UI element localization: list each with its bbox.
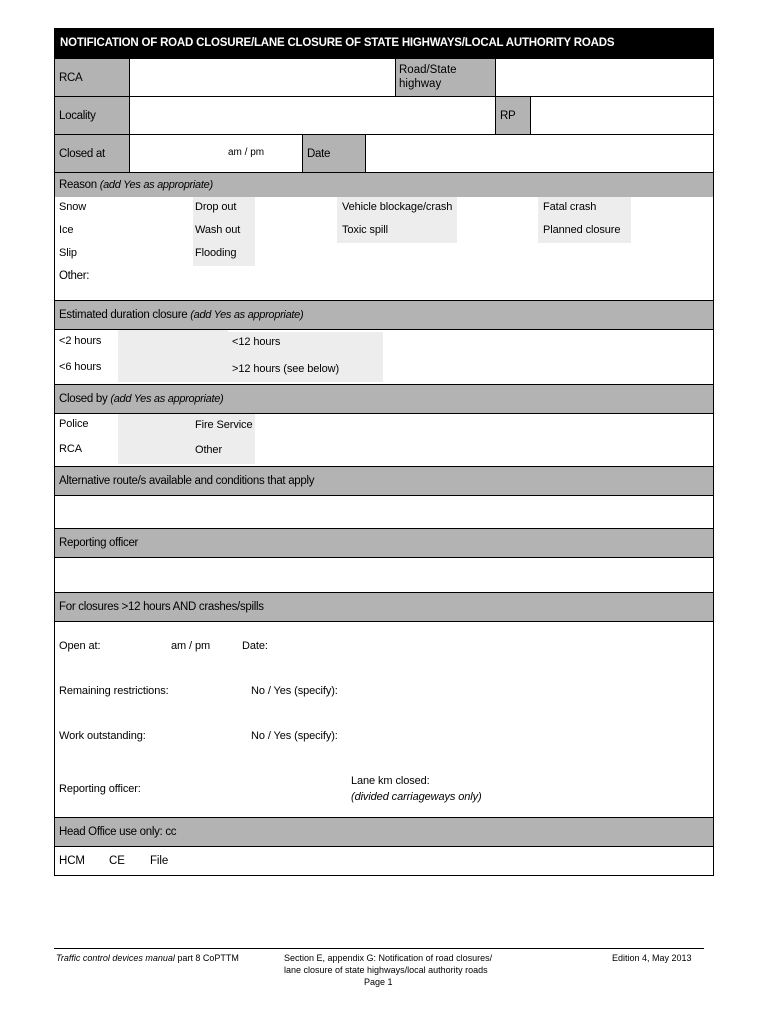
remaining-options: No / Yes (specify):	[251, 685, 338, 697]
closed-at-field[interactable]	[129, 135, 302, 172]
reason-other: Other:	[59, 270, 90, 282]
rp-field[interactable]	[530, 97, 713, 134]
reason-wash-out: Wash out	[195, 224, 241, 236]
page-footer	[54, 948, 704, 987]
open-date-label: Date:	[242, 640, 268, 652]
reason-heading: Reason (add Yes as appropriate)	[55, 172, 713, 197]
footer-manual: Traffic control devices manual part 8 CoPTTM	[56, 953, 239, 963]
alternative-field[interactable]	[55, 495, 713, 528]
date-label: Date	[302, 135, 365, 172]
duration-heading: Estimated duration closure (add Yes as appropriate)	[55, 300, 713, 329]
reporting-heading: Reporting officer	[55, 528, 713, 557]
locality-label: Locality	[55, 97, 129, 134]
duration-lt6: <6 hours	[59, 361, 102, 373]
closed-by-other: Other	[195, 444, 223, 456]
reason-section	[55, 197, 713, 300]
rp-label: RP	[495, 97, 530, 134]
closed-by-shade-1	[118, 414, 193, 464]
duration-section	[55, 329, 713, 384]
open-at-label: Open at:	[59, 640, 101, 652]
ce-label: CE	[109, 855, 125, 867]
reason-fatal: Fatal crash	[543, 201, 597, 213]
date-field[interactable]	[365, 135, 713, 172]
closed-by-section	[55, 413, 713, 466]
duration-gt12: >12 hours (see below)	[232, 363, 340, 375]
closed-by-heading: Closed by (add Yes as appropriate)	[55, 384, 713, 413]
road-state-label: Road/State highway	[395, 59, 495, 96]
work-options: No / Yes (specify):	[251, 730, 338, 742]
hcm-label: HCM	[59, 855, 85, 867]
long-closures-heading: For closures >12 hours AND crashes/spills	[55, 592, 713, 621]
rca-label: RCA	[55, 59, 129, 96]
closed-at-label: Closed at	[55, 135, 129, 172]
closed-by-police: Police	[59, 418, 89, 430]
reason-snow: Snow	[59, 201, 87, 213]
work-label: Work outstanding:	[59, 730, 146, 742]
reason-planned: Planned closure	[543, 224, 621, 236]
closed-at-ampm: am / pm	[228, 147, 265, 158]
footer-edition: Edition 4, May 2013	[612, 953, 692, 963]
alternative-heading: Alternative route/s available and conditions that apply	[55, 466, 713, 495]
head-office-section	[55, 846, 713, 875]
open-at-ampm: am / pm	[171, 640, 211, 652]
reason-toxic: Toxic spill	[342, 224, 388, 236]
duration-lt12: <12 hours	[232, 336, 281, 348]
closed-by-rca: RCA	[59, 443, 82, 455]
duration-shade-1	[118, 330, 228, 382]
long-closures-section	[55, 621, 713, 817]
reason-slip: Slip	[59, 247, 77, 259]
reason-vehicle: Vehicle blockage/crash	[342, 201, 453, 213]
reason-flooding: Flooding	[195, 247, 237, 259]
road-closure-form	[54, 28, 714, 876]
form-title: NOTIFICATION OF ROAD CLOSURE/LANE CLOSURE OF STATE HIGHWAYS/LOCAL AUTHORITY ROADS	[55, 29, 713, 58]
reason-ice: Ice	[59, 224, 74, 236]
closed-at-row	[55, 134, 713, 172]
reporting-field[interactable]	[55, 557, 713, 592]
locality-row	[55, 96, 713, 134]
footer-section-line2: lane closure of state highways/local authority roads	[284, 965, 488, 975]
rca-field[interactable]	[129, 59, 395, 96]
remaining-label: Remaining restrictions:	[59, 685, 169, 697]
closed-by-fire: Fire Service	[195, 419, 253, 431]
file-label: File	[150, 855, 169, 867]
lane-km-note: (divided carriageways only)	[351, 791, 482, 803]
locality-field[interactable]	[129, 97, 495, 134]
officer-label: Reporting officer:	[59, 783, 141, 795]
road-state-field[interactable]	[495, 59, 713, 96]
reason-drop-out: Drop out	[195, 201, 237, 213]
lane-km-label: Lane km closed:	[351, 775, 430, 787]
duration-lt2: <2 hours	[59, 335, 102, 347]
footer-page: Page 1	[364, 977, 393, 987]
rca-row	[55, 58, 713, 96]
head-office-heading: Head Office use only: cc	[55, 817, 713, 846]
footer-section-line1: Section E, appendix G: Notification of road closures/	[284, 953, 493, 963]
